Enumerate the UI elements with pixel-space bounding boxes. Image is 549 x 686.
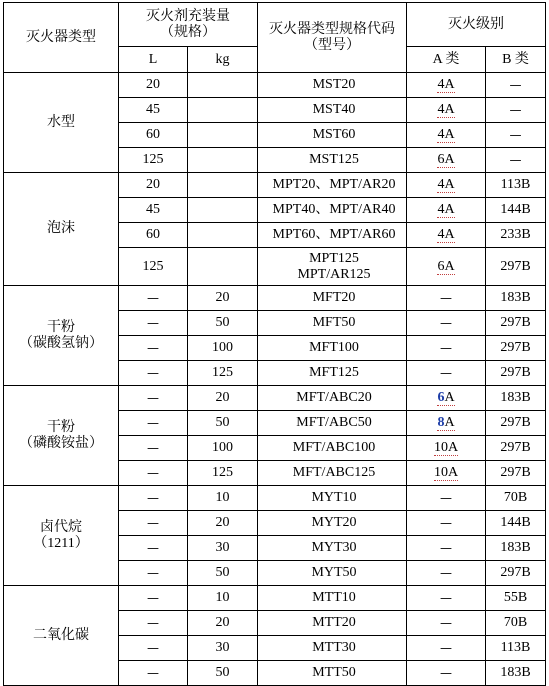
rating-b-cell bbox=[486, 386, 546, 411]
rating-b-cell bbox=[486, 286, 546, 311]
rating-b-cell-value: 183B bbox=[500, 290, 531, 305]
rating-b-cell bbox=[486, 361, 546, 386]
capacity-l-cell-value: — bbox=[147, 315, 159, 330]
rating-b-cell-value: 144B bbox=[500, 515, 531, 530]
extinguisher-type-cell bbox=[4, 586, 119, 686]
capacity-kg-cell bbox=[188, 561, 258, 586]
extinguisher-type-label: 干粉 bbox=[47, 319, 75, 335]
model-code-cell bbox=[258, 561, 407, 586]
rating-b-cell-value: 297B bbox=[500, 415, 531, 430]
rating-a-cell bbox=[407, 98, 486, 123]
rating-a-cell bbox=[407, 436, 486, 461]
capacity-kg-cell bbox=[188, 148, 258, 173]
rating-a-cell bbox=[407, 248, 486, 286]
model-code-cell bbox=[258, 361, 407, 386]
capacity-kg-cell-value: 50 bbox=[215, 565, 230, 580]
rating-a-cell bbox=[407, 461, 486, 486]
capacity-kg-cell-value: 20 bbox=[215, 390, 230, 405]
capacity-l-cell bbox=[119, 511, 188, 536]
capacity-l-cell bbox=[119, 636, 188, 661]
rating-a-cell bbox=[407, 148, 486, 173]
capacity-kg-cell-value: 30 bbox=[215, 540, 230, 555]
capacity-kg-cell bbox=[188, 436, 258, 461]
rating-b-cell-value: 55B bbox=[503, 590, 528, 605]
header-unit-kg: kg bbox=[188, 47, 258, 73]
model-code: MPT20、MPT/AR20 bbox=[272, 177, 396, 192]
capacity-l-cell-value: 20 bbox=[146, 177, 160, 192]
model-code: MST60 bbox=[312, 127, 356, 142]
header-rating: 灭火级别 bbox=[407, 3, 546, 47]
capacity-kg-cell bbox=[188, 636, 258, 661]
rating-a-cell bbox=[407, 123, 486, 148]
header-capacity bbox=[119, 3, 258, 47]
rating-a-value: 6A bbox=[437, 152, 455, 167]
capacity-l-cell bbox=[119, 436, 188, 461]
extinguisher-type-cell bbox=[4, 386, 119, 486]
rating-a-cell bbox=[407, 286, 486, 311]
model-code-cell bbox=[258, 386, 407, 411]
capacity-l-cell bbox=[119, 248, 188, 286]
capacity-kg-cell bbox=[188, 73, 258, 98]
capacity-kg-cell bbox=[188, 411, 258, 436]
capacity-kg-cell bbox=[188, 311, 258, 336]
rating-a-value: — bbox=[440, 490, 452, 505]
header-rating-b: B 类 bbox=[486, 47, 546, 73]
rating-b-cell bbox=[486, 611, 546, 636]
rating-a-cell bbox=[407, 361, 486, 386]
capacity-l-cell bbox=[119, 198, 188, 223]
model-code-cell bbox=[258, 486, 407, 511]
capacity-kg-cell-value: 50 bbox=[215, 315, 230, 330]
rating-b-cell-value: 113B bbox=[500, 177, 531, 192]
header-rating-a: A 类 bbox=[407, 47, 486, 73]
capacity-kg-cell-value: 100 bbox=[212, 340, 233, 355]
model-code: MFT/ABC50 bbox=[296, 415, 372, 430]
capacity-kg-cell bbox=[188, 286, 258, 311]
model-code: MST20 bbox=[312, 77, 356, 92]
capacity-kg-cell bbox=[188, 461, 258, 486]
rating-a-value bbox=[437, 415, 454, 431]
model-code-line2: MPT/AR125 bbox=[297, 266, 371, 282]
capacity-l-cell-value: — bbox=[147, 290, 159, 305]
rating-a-value: 4A bbox=[437, 102, 455, 117]
header-capacity-line1: 灭火剂充装量 bbox=[146, 8, 230, 24]
model-code: MST125 bbox=[309, 152, 359, 167]
capacity-kg-cell-value: 20 bbox=[215, 515, 230, 530]
capacity-l-cell-value: — bbox=[147, 390, 159, 405]
capacity-kg-cell bbox=[188, 248, 258, 286]
model-code: MYT10 bbox=[311, 490, 357, 505]
model-code-cell bbox=[258, 336, 407, 361]
model-code: MFT50 bbox=[312, 315, 356, 330]
capacity-l-cell bbox=[119, 386, 188, 411]
table-row bbox=[4, 73, 546, 98]
rating-a-cell bbox=[407, 198, 486, 223]
model-code: MTT30 bbox=[312, 640, 356, 655]
capacity-kg-cell-value: 20 bbox=[215, 615, 230, 630]
capacity-l-cell-value: — bbox=[147, 515, 159, 530]
capacity-l-cell-value: — bbox=[147, 565, 159, 580]
extinguisher-type-label: 干粉 bbox=[47, 419, 75, 435]
model-code: MTT50 bbox=[312, 665, 356, 680]
capacity-kg-cell bbox=[188, 511, 258, 536]
header-code bbox=[258, 3, 407, 73]
capacity-l-cell bbox=[119, 461, 188, 486]
capacity-kg-cell-value: 10 bbox=[215, 590, 230, 605]
capacity-l-cell-value: — bbox=[147, 590, 159, 605]
capacity-kg-cell bbox=[188, 536, 258, 561]
model-code: MYT20 bbox=[311, 515, 357, 530]
rating-a-value: — bbox=[440, 615, 452, 630]
rating-a-value: 4A bbox=[437, 227, 455, 242]
capacity-kg-cell-value: 50 bbox=[215, 665, 230, 680]
model-code-cell bbox=[258, 411, 407, 436]
capacity-kg-cell bbox=[188, 123, 258, 148]
table-row bbox=[4, 386, 546, 411]
capacity-l-cell bbox=[119, 286, 188, 311]
capacity-l-cell-value: — bbox=[147, 340, 159, 355]
model-code-cell bbox=[258, 173, 407, 198]
capacity-l-cell-value: — bbox=[147, 465, 159, 480]
rating-b-cell-value: — bbox=[509, 152, 522, 167]
capacity-l-cell bbox=[119, 561, 188, 586]
model-code-cell bbox=[258, 98, 407, 123]
capacity-l-cell bbox=[119, 486, 188, 511]
rating-b-cell-value: — bbox=[509, 102, 522, 117]
rating-b-cell-value: 297B bbox=[500, 565, 531, 580]
rating-b-cell bbox=[486, 173, 546, 198]
header-row bbox=[4, 3, 546, 47]
rating-b-cell-value: 70B bbox=[503, 615, 528, 630]
model-code: MFT/ABC20 bbox=[296, 390, 372, 405]
extinguisher-type-label: 水型 bbox=[47, 114, 75, 130]
header-code-line2: （型号） bbox=[304, 37, 360, 53]
model-code: MFT125 bbox=[309, 365, 359, 380]
extinguisher-type-label: 二氧化碳 bbox=[33, 627, 89, 643]
rating-b-cell bbox=[486, 73, 546, 98]
extinguisher-type-cell bbox=[4, 286, 119, 386]
rating-a-value: — bbox=[440, 565, 452, 580]
rating-a-value: 4A bbox=[437, 127, 455, 142]
rating-a-cell bbox=[407, 336, 486, 361]
rating-a-cell bbox=[407, 73, 486, 98]
model-code-cell bbox=[258, 223, 407, 248]
rating-a-value: 4A bbox=[437, 202, 455, 217]
capacity-kg-cell bbox=[188, 223, 258, 248]
extinguisher-type-label: 卤代烷 bbox=[40, 519, 82, 535]
rating-b-cell bbox=[486, 486, 546, 511]
model-code-cell bbox=[258, 123, 407, 148]
rating-a-cell bbox=[407, 636, 486, 661]
header-type: 灭火器类型 bbox=[4, 3, 119, 73]
model-code: MTT20 bbox=[312, 615, 356, 630]
rating-a-value: 4A bbox=[437, 177, 455, 192]
rating-a-value: 10A bbox=[433, 465, 459, 480]
model-code: MPT60、MPT/AR60 bbox=[272, 227, 396, 242]
rating-b-cell bbox=[486, 461, 546, 486]
rating-a-value: — bbox=[440, 640, 452, 655]
extinguisher-type-label: （磷酸铵盐） bbox=[19, 435, 103, 451]
model-code-cell bbox=[258, 611, 407, 636]
rating-a-unit: A bbox=[444, 415, 455, 430]
header-capacity-line2: （规格） bbox=[160, 24, 216, 40]
rating-a-cell bbox=[407, 586, 486, 611]
extinguisher-spec-table bbox=[3, 2, 546, 686]
model-code: MTT10 bbox=[312, 590, 356, 605]
model-code-cell bbox=[258, 73, 407, 98]
rating-a-cell bbox=[407, 486, 486, 511]
table-row bbox=[4, 286, 546, 311]
capacity-l-cell bbox=[119, 311, 188, 336]
rating-a-value: — bbox=[440, 290, 452, 305]
capacity-l-cell-value: — bbox=[147, 365, 159, 380]
capacity-l-cell-value: — bbox=[147, 540, 159, 555]
capacity-l-cell bbox=[119, 536, 188, 561]
rating-a-value: — bbox=[440, 340, 452, 355]
capacity-l-cell-value: 45 bbox=[146, 202, 160, 217]
rating-b-cell bbox=[486, 148, 546, 173]
rating-a-value: — bbox=[440, 665, 452, 680]
rating-b-cell bbox=[486, 636, 546, 661]
rating-b-cell-value: — bbox=[509, 127, 522, 142]
rating-b-cell bbox=[486, 336, 546, 361]
extinguisher-type-cell bbox=[4, 173, 119, 286]
model-code: MFT100 bbox=[309, 340, 359, 355]
rating-b-cell bbox=[486, 511, 546, 536]
rating-a-value: 4A bbox=[437, 77, 455, 92]
capacity-l-cell-value: 20 bbox=[146, 77, 160, 92]
extinguisher-type-cell bbox=[4, 73, 119, 173]
rating-b-cell bbox=[486, 223, 546, 248]
rating-b-cell-value: 183B bbox=[500, 390, 531, 405]
model-code-cell bbox=[258, 286, 407, 311]
capacity-l-cell-value: 45 bbox=[146, 102, 160, 117]
capacity-l-cell bbox=[119, 336, 188, 361]
capacity-l-cell-value: — bbox=[147, 665, 159, 680]
rating-b-cell bbox=[486, 198, 546, 223]
capacity-kg-cell-value: 125 bbox=[212, 365, 233, 380]
capacity-l-cell bbox=[119, 73, 188, 98]
rating-b-cell bbox=[486, 561, 546, 586]
capacity-l-cell bbox=[119, 123, 188, 148]
capacity-l-cell-value: 60 bbox=[146, 227, 160, 242]
rating-a-cell bbox=[407, 511, 486, 536]
rating-b-cell-value: 70B bbox=[503, 490, 528, 505]
rating-a-value: 6A bbox=[437, 258, 455, 274]
capacity-kg-cell bbox=[188, 386, 258, 411]
capacity-kg-cell bbox=[188, 336, 258, 361]
table-row bbox=[4, 486, 546, 511]
capacity-l-cell bbox=[119, 223, 188, 248]
rating-a-cell bbox=[407, 173, 486, 198]
capacity-l-cell-value: — bbox=[147, 490, 159, 505]
capacity-l-cell bbox=[119, 411, 188, 436]
table-row bbox=[4, 173, 546, 198]
capacity-kg-cell-value: 125 bbox=[212, 465, 233, 480]
rating-b-cell-value: 297B bbox=[500, 315, 531, 330]
rating-a-cell bbox=[407, 311, 486, 336]
rating-a-cell bbox=[407, 223, 486, 248]
capacity-kg-cell-value: 30 bbox=[215, 640, 230, 655]
capacity-kg-cell-value: 10 bbox=[215, 490, 230, 505]
model-code-cell bbox=[258, 198, 407, 223]
capacity-kg-cell bbox=[188, 486, 258, 511]
capacity-l-cell-value: — bbox=[147, 615, 159, 630]
rating-b-cell-value: 183B bbox=[500, 665, 531, 680]
rating-a-cell bbox=[407, 536, 486, 561]
capacity-l-cell-value: — bbox=[147, 415, 159, 430]
capacity-l-cell-value: — bbox=[147, 440, 159, 455]
capacity-l-cell bbox=[119, 611, 188, 636]
capacity-l-cell-value: 60 bbox=[146, 127, 160, 142]
model-code: MPT125 bbox=[309, 250, 359, 266]
model-code-cell bbox=[258, 248, 407, 286]
model-code-cell bbox=[258, 311, 407, 336]
rating-b-cell-value: 297B bbox=[500, 258, 531, 274]
model-code-cell bbox=[258, 586, 407, 611]
capacity-kg-cell-value: 50 bbox=[215, 415, 230, 430]
capacity-l-cell bbox=[119, 148, 188, 173]
rating-a-digit: 8 bbox=[437, 415, 445, 430]
model-code: MST40 bbox=[312, 102, 356, 117]
model-code-cell bbox=[258, 511, 407, 536]
model-code-cell bbox=[258, 536, 407, 561]
capacity-l-cell bbox=[119, 173, 188, 198]
rating-b-cell bbox=[486, 248, 546, 286]
capacity-kg-cell bbox=[188, 198, 258, 223]
rating-a-value: — bbox=[440, 315, 452, 330]
rating-a-value: — bbox=[440, 365, 452, 380]
rating-b-cell bbox=[486, 123, 546, 148]
rating-b-cell bbox=[486, 536, 546, 561]
model-code-cell bbox=[258, 436, 407, 461]
rating-b-cell bbox=[486, 586, 546, 611]
rating-a-cell bbox=[407, 411, 486, 436]
rating-b-cell-value: 144B bbox=[500, 202, 531, 217]
capacity-l-cell-value: 125 bbox=[142, 258, 164, 274]
rating-b-cell bbox=[486, 411, 546, 436]
rating-b-cell bbox=[486, 311, 546, 336]
header-unit-l: L bbox=[119, 47, 188, 73]
extinguisher-type-label: （1211） bbox=[33, 535, 89, 551]
rating-b-cell bbox=[486, 436, 546, 461]
rating-a-value: 10A bbox=[433, 440, 459, 455]
rating-b-cell-value: 297B bbox=[500, 365, 531, 380]
capacity-kg-cell bbox=[188, 98, 258, 123]
capacity-kg-cell bbox=[188, 586, 258, 611]
rating-b-cell-value: 297B bbox=[500, 440, 531, 455]
capacity-l-cell bbox=[119, 586, 188, 611]
model-code: MYT30 bbox=[311, 540, 357, 555]
capacity-l-cell bbox=[119, 361, 188, 386]
rating-b-cell-value: 183B bbox=[500, 540, 531, 555]
rating-b-cell-value: 297B bbox=[500, 465, 531, 480]
model-code-cell bbox=[258, 461, 407, 486]
rating-a-value: — bbox=[440, 515, 452, 530]
rating-b-cell-value: 113B bbox=[500, 640, 531, 655]
capacity-kg-cell bbox=[188, 361, 258, 386]
rating-b-cell-value: 297B bbox=[500, 340, 531, 355]
model-code-cell bbox=[258, 148, 407, 173]
capacity-kg-cell bbox=[188, 611, 258, 636]
rating-a-cell bbox=[407, 561, 486, 586]
model-code-cell bbox=[258, 636, 407, 661]
extinguisher-type-label: （碳酸氢钠） bbox=[19, 335, 103, 351]
rating-b-cell-value: 233B bbox=[500, 227, 531, 242]
model-code: MFT/ABC100 bbox=[292, 440, 376, 455]
extinguisher-type-cell bbox=[4, 486, 119, 586]
rating-a-cell bbox=[407, 386, 486, 411]
model-code: MFT/ABC125 bbox=[292, 465, 376, 480]
capacity-kg-cell bbox=[188, 173, 258, 198]
model-code: MPT40、MPT/AR40 bbox=[272, 202, 396, 217]
header-code-line1: 灭火器类型规格代码 bbox=[269, 21, 395, 37]
model-code: MFT20 bbox=[312, 290, 356, 305]
rating-a-value bbox=[437, 390, 454, 406]
rating-b-cell bbox=[486, 98, 546, 123]
rating-a-digit: 6 bbox=[437, 390, 445, 405]
table-row bbox=[4, 586, 546, 611]
capacity-kg-cell-value: 100 bbox=[212, 440, 233, 455]
extinguisher-type-label: 泡沫 bbox=[47, 221, 75, 236]
rating-a-value: — bbox=[440, 540, 452, 555]
model-code: MYT50 bbox=[311, 565, 357, 580]
capacity-l-cell-value: 125 bbox=[142, 152, 164, 167]
capacity-kg-cell-value: 20 bbox=[215, 290, 230, 305]
capacity-l-cell-value: — bbox=[147, 640, 159, 655]
rating-a-value: — bbox=[440, 590, 452, 605]
rating-a-cell bbox=[407, 611, 486, 636]
capacity-l-cell bbox=[119, 98, 188, 123]
rating-a-unit: A bbox=[444, 390, 455, 405]
rating-b-cell-value: — bbox=[509, 77, 522, 92]
